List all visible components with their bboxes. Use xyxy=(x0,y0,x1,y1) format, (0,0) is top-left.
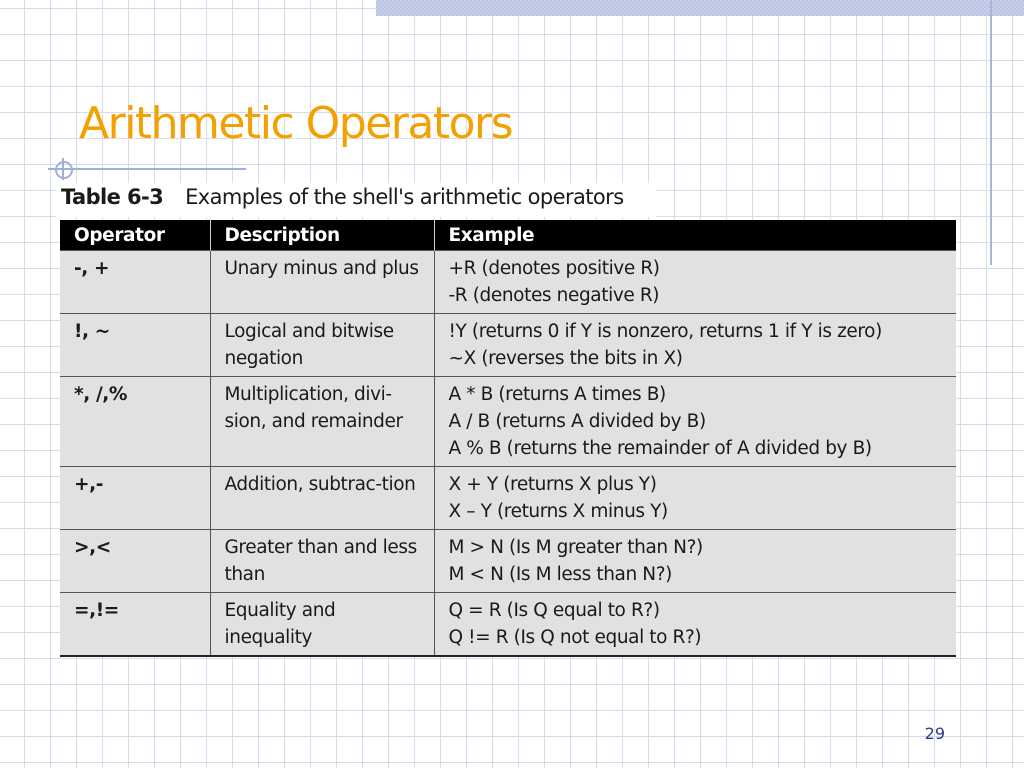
example-line: M > N (Is M greater than N?) xyxy=(448,537,703,558)
example-line: Q = R (Is Q equal to R?) xyxy=(448,600,660,621)
example-cell xyxy=(434,593,956,657)
example-line: X + Y (returns X plus Y) xyxy=(448,474,657,495)
example-line: A / B (returns A divided by B) xyxy=(448,411,706,432)
operator-cell: !, ~ xyxy=(60,314,210,377)
example-line: X – Y (returns X minus Y) xyxy=(448,501,668,522)
example-line: A % B (returns the remainder of A divided by B) xyxy=(448,438,872,459)
description-cell: Equality and inequality xyxy=(210,593,434,657)
example-cell xyxy=(434,530,956,593)
operator-cell: >,< xyxy=(60,530,210,593)
example-line: ~X (reverses the bits in X) xyxy=(448,348,683,369)
header-operator: Operator xyxy=(60,220,210,251)
operators-table xyxy=(60,220,956,657)
header-description: Description xyxy=(210,220,434,251)
page-number: 29 xyxy=(924,724,945,743)
description-cell: Multiplication, divi-sion, and remainder xyxy=(210,377,434,467)
table-header-row xyxy=(60,220,956,251)
description-cell: Logical and bitwise negation xyxy=(210,314,434,377)
header-example: Example xyxy=(434,220,956,251)
slide-title: Arithmetic Operators xyxy=(79,98,513,149)
table-row xyxy=(60,251,956,314)
description-cell: Addition, subtrac-tion xyxy=(210,467,434,530)
table-row xyxy=(60,314,956,377)
operator-cell: =,!= xyxy=(60,593,210,657)
table-row xyxy=(60,530,956,593)
top-decorative-band xyxy=(376,0,1024,16)
example-line: M < N (Is M less than N?) xyxy=(448,564,672,585)
description-cell: Unary minus and plus xyxy=(210,251,434,314)
table-row xyxy=(60,467,956,530)
example-line: A * B (returns A times B) xyxy=(448,384,666,405)
operator-cell: +,- xyxy=(60,467,210,530)
example-cell xyxy=(434,314,956,377)
example-line: Q != R (Is Q not equal to R?) xyxy=(448,627,702,648)
right-decorative-rule xyxy=(990,0,992,265)
example-line: +R (denotes positive R) xyxy=(448,258,660,279)
table-row xyxy=(60,377,956,467)
operator-cell: -, + xyxy=(60,251,210,314)
table-row xyxy=(60,593,956,657)
example-line: -R (denotes negative R) xyxy=(448,285,660,306)
example-line: !Y (returns 0 if Y is nonzero, returns 1 if Y is zero) xyxy=(448,321,882,342)
title-underline-rule xyxy=(48,168,246,170)
description-cell: Greater than and less than xyxy=(210,530,434,593)
table-caption-label: Table 6-3 xyxy=(61,185,164,209)
table-caption-text: Examples of the shell's arithmetic operators xyxy=(185,185,624,209)
operator-cell: *, /,% xyxy=(60,377,210,467)
crosshair-icon xyxy=(52,158,74,180)
table-caption xyxy=(61,185,624,209)
example-cell xyxy=(434,377,956,467)
example-cell xyxy=(434,467,956,530)
example-cell xyxy=(434,251,956,314)
